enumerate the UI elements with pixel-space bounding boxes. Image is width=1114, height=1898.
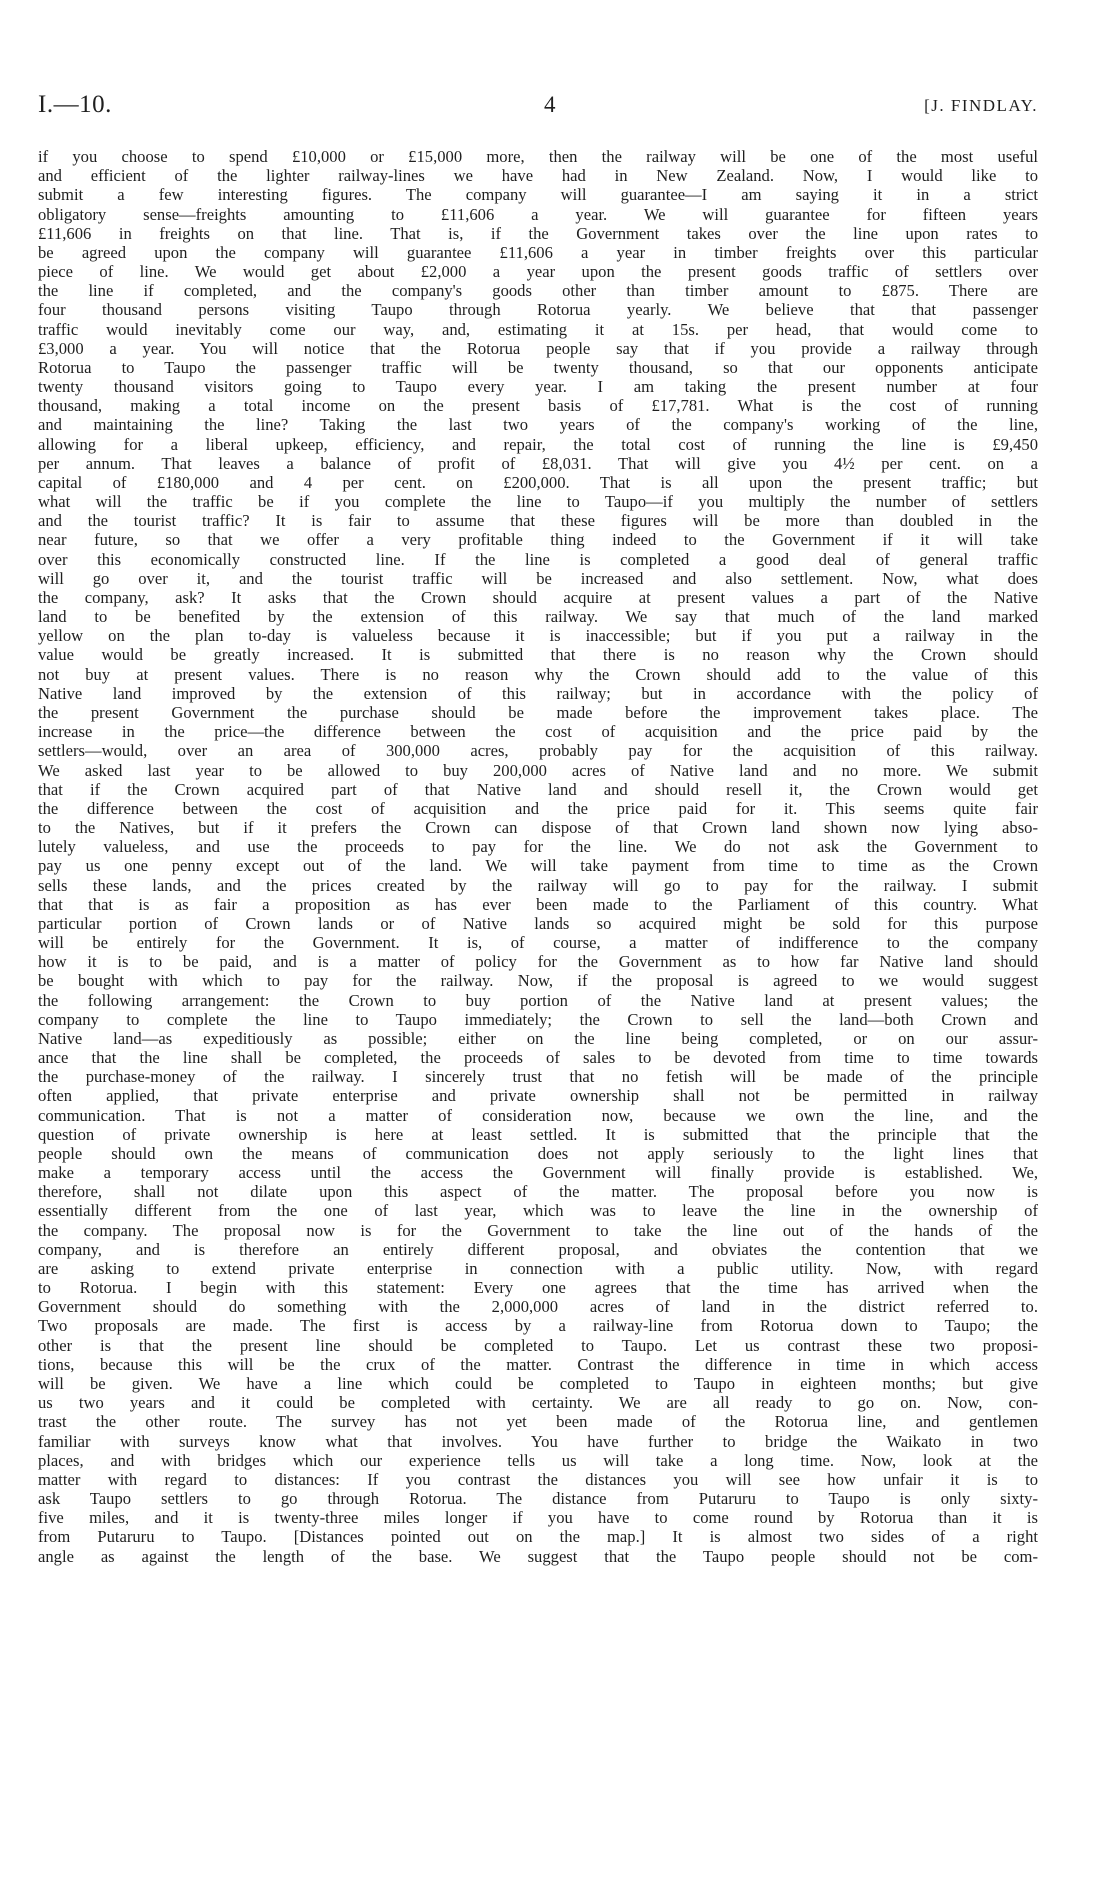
text-line: submit a few interesting figures. The company will guarantee—I am saying it in a strict (38, 185, 1038, 205)
text-line: us two years and it could be completed with certainty. We are all ready to go on. Now, con- (38, 1393, 1038, 1413)
text-line: will be entirely for the Government. It is, of course, a matter of indifference to the company (38, 933, 1038, 953)
text-line: £11,606 in freights on that line. That is, if the Government takes over the line upon rates to (38, 223, 1038, 243)
text-line: how it is to be paid, and is a matter of policy for the Government as to how far Native land should (38, 952, 1038, 972)
text-line: five miles, and it is twenty-three miles longer if you have to come round by Rotorua than it is (38, 1508, 1038, 1528)
text-line: over this economically constructed line. If the line is completed a good deal of general traffic (38, 549, 1038, 569)
text-line: land to be benefited by the extension of this railway. We say that much of the land marked (38, 607, 1038, 627)
text-line: company to complete the line to Taupo immediately; the Crown to sell the land—both Crown and (38, 1009, 1038, 1029)
text-line: obligatory sense—freights amounting to £11,606 a year. We will guarantee for fifteen years (38, 204, 1038, 224)
text-line: not buy at present values. There is no reason why the Crown should add to the value of this (38, 664, 1038, 684)
text-line: often applied, that private enterprise and private ownership shall not be permitted in railway (38, 1086, 1038, 1106)
text-line: therefore, shall not dilate upon this aspect of the matter. The proposal before you now is (38, 1182, 1038, 1202)
text-line: the purchase-money of the railway. I sincerely trust that no fetish will be made of the principle (38, 1067, 1038, 1087)
text-line: if you choose to spend £10,000 or £15,000 more, then the railway will be one of the most useful (38, 147, 1038, 166)
text-line: £3,000 a year. You will notice that the Rotorua people say that if you provide a railway through (38, 338, 1038, 358)
text-line: essentially different from the one of last year, which was to leave the line in the ownership of (38, 1201, 1038, 1221)
text-line: We asked last year to be allowed to buy 200,000 acres of Native land and no more. We submit (38, 760, 1038, 780)
text-line: ask Taupo settlers to go through Rotorua. The distance from Putaruru to Taupo is only sixty- (38, 1489, 1038, 1509)
text-line: are asking to extend private enterprise in connection with a public utility. Now, with regard (38, 1258, 1038, 1278)
text-line: will be given. We have a line which could be completed to Taupo in eighteen months; but give (38, 1374, 1038, 1393)
text-line: the company. The proposal now is for the Government to take the line out of the hands of the (38, 1220, 1038, 1240)
text-line: be bought with which to pay for the railway. Now, if the proposal is agreed to we would suggest (38, 971, 1038, 991)
text-line: settlers—would, over an area of 300,000 acres, probably pay for the acquisition of this railway. (38, 741, 1038, 761)
text-line: lutely valueless, and use the proceeds to pay for the line. We do not ask the Government to (38, 837, 1038, 857)
text-line: trast the other route. The survey has not yet been made of the Rotorua line, and gentlemen (38, 1412, 1038, 1432)
text-line: Native land improved by the extension of this railway; but in accordance with the policy of (38, 683, 1038, 703)
page-number: 4 (544, 92, 556, 117)
text-line: the following arrangement: the Crown to buy portion of the Native land at present values; the (38, 990, 1038, 1010)
text-line: people should own the means of communication does not apply seriously to the light lines that (38, 1143, 1038, 1163)
text-line: places, and with bridges which our experience tells us will take a long time. Now, look at the (38, 1450, 1038, 1470)
text-line: be agreed upon the company will guarantee £11,606 a year in timber freights over this particular (38, 242, 1038, 262)
text-line: thousand, making a total income on the present basis of £17,781. What is the cost of running (38, 396, 1038, 416)
text-line: value would be greatly increased. It is submitted that there is no reason why the Crown should (38, 645, 1038, 665)
text-line: to the Natives, but if it prefers the Crown can dispose of that Crown land shown now lying abso- (38, 818, 1038, 838)
text-line: to Rotorua. I begin with this statement: Every one agrees that the time has arrived when the (38, 1278, 1038, 1298)
text-line: communication. That is not a matter of consideration now, because we own the line, and the (38, 1105, 1038, 1125)
text-line: twenty thousand visitors going to Taupo every year. I am taking the present number at four (38, 377, 1038, 397)
text-line: that that is as fair a proposition as has ever been made to the Parliament of this country. What (38, 894, 1038, 914)
text-line: that if the Crown acquired part of that Native land and should resell it, the Crown would get (38, 779, 1038, 799)
text-line: the line if completed, and the company's goods other than timber amount to £875. There are (38, 281, 1038, 301)
text-line: the difference between the cost of acquisition and the price paid for it. This seems quite fair (38, 798, 1038, 818)
text-line: Native land—as expeditiously as possible; either on the line being completed, or on our assur- (38, 1028, 1038, 1048)
text-line: from Putaruru to Taupo. [Distances pointed out on the map.] It is almost two sides of a right (38, 1527, 1038, 1547)
text-line: other is that the present line should be completed to Taupo. Let us contrast these two proposi- (38, 1335, 1038, 1355)
text-line: capital of £180,000 and 4 per cent. on £200,000. That is all upon the present traffic; but (38, 472, 1038, 492)
text-line: matter with regard to distances: If you contrast the distances you will see how unfair it is to (38, 1469, 1038, 1489)
text-line: per annum. That leaves a balance of profit of £8,031. That will give you 4½ per cent. on a (38, 453, 1038, 473)
page-header (38, 92, 1038, 122)
text-line: particular portion of Crown lands or of Native lands so acquired might be sold for this purpose (38, 913, 1038, 933)
text-line: question of private ownership is here at least settled. It is submitted that the principle that the (38, 1124, 1038, 1144)
text-line: tions, because this will be the crux of the matter. Contrast the difference in time in which access (38, 1354, 1038, 1374)
paper-reference: I.—10. (38, 91, 112, 118)
text-line: familiar with surveys know what that involves. You have further to bridge the Waikato in two (38, 1431, 1038, 1451)
text-line: and efficient of the lighter railway-lines we have had in New Zealand. Now, I would like to (38, 166, 1038, 186)
text-line: and maintaining the line? Taking the last two years of the company's working of the line, (38, 415, 1038, 435)
body-text (38, 147, 1038, 1566)
text-line: Government should do something with the 2,000,000 acres of land in the district referred to. (38, 1297, 1038, 1317)
text-line: near future, so that we offer a very profitable thing indeed to the Government if it will take (38, 530, 1038, 550)
text-line: company, and is therefore an entirely different proposal, and obviates the contention that we (38, 1239, 1038, 1259)
text-line: traffic would inevitably come our way, and, estimating it at 15s. per head, that would come to (38, 319, 1038, 339)
text-line: what will the traffic be if you complete the line to Taupo—if you multiply the number of settlers (38, 492, 1038, 512)
text-line: Rotorua to Taupo the passenger traffic will be twenty thousand, so that our opponents anticipate (38, 357, 1038, 377)
text-line: the present Government the purchase should be made before the improvement takes place. The (38, 702, 1038, 722)
speaker-name: [J. FINDLAY. (924, 96, 1038, 115)
text-line: yellow on the plan to-day is valueless because it is inaccessible; but if you put a railway in the (38, 626, 1038, 646)
text-line: increase in the price—the difference between the cost of acquisition and the price paid by the (38, 722, 1038, 742)
text-line: sells these lands, and the prices created by the railway will go to pay for the railway. I submit (38, 875, 1038, 895)
text-line: will go over it, and the tourist traffic will be increased and also settlement. Now, what does (38, 568, 1038, 588)
text-line: piece of line. We would get about £2,000 a year upon the present goods traffic of settlers over (38, 262, 1038, 282)
text-line: and the tourist traffic? It is fair to assume that these figures will be more than doubled in the (38, 511, 1038, 531)
text-line: the company, ask? It asks that the Crown should acquire at present values a part of the Native (38, 587, 1038, 607)
text-line: pay us one penny except out of the land. We will take payment from time to time as the Crown (38, 856, 1038, 876)
text-line: four thousand persons visiting Taupo through Rotorua yearly. We believe that that passenger (38, 300, 1038, 320)
text-line: Two proposals are made. The first is access by a railway-line from Rotorua down to Taupo; the (38, 1316, 1038, 1336)
text-line: ance that the line shall be completed, the proceeds of sales to be devoted from time to time towards (38, 1048, 1038, 1068)
text-line: allowing for a liberal upkeep, efficiency, and repair, the total cost of running the line is £9,450 (38, 434, 1038, 454)
text-line: make a temporary access until the access the Government will finally provide is established. We, (38, 1163, 1038, 1183)
text-line: angle as against the length of the base. We suggest that the Taupo people should not be com- (38, 1546, 1038, 1566)
